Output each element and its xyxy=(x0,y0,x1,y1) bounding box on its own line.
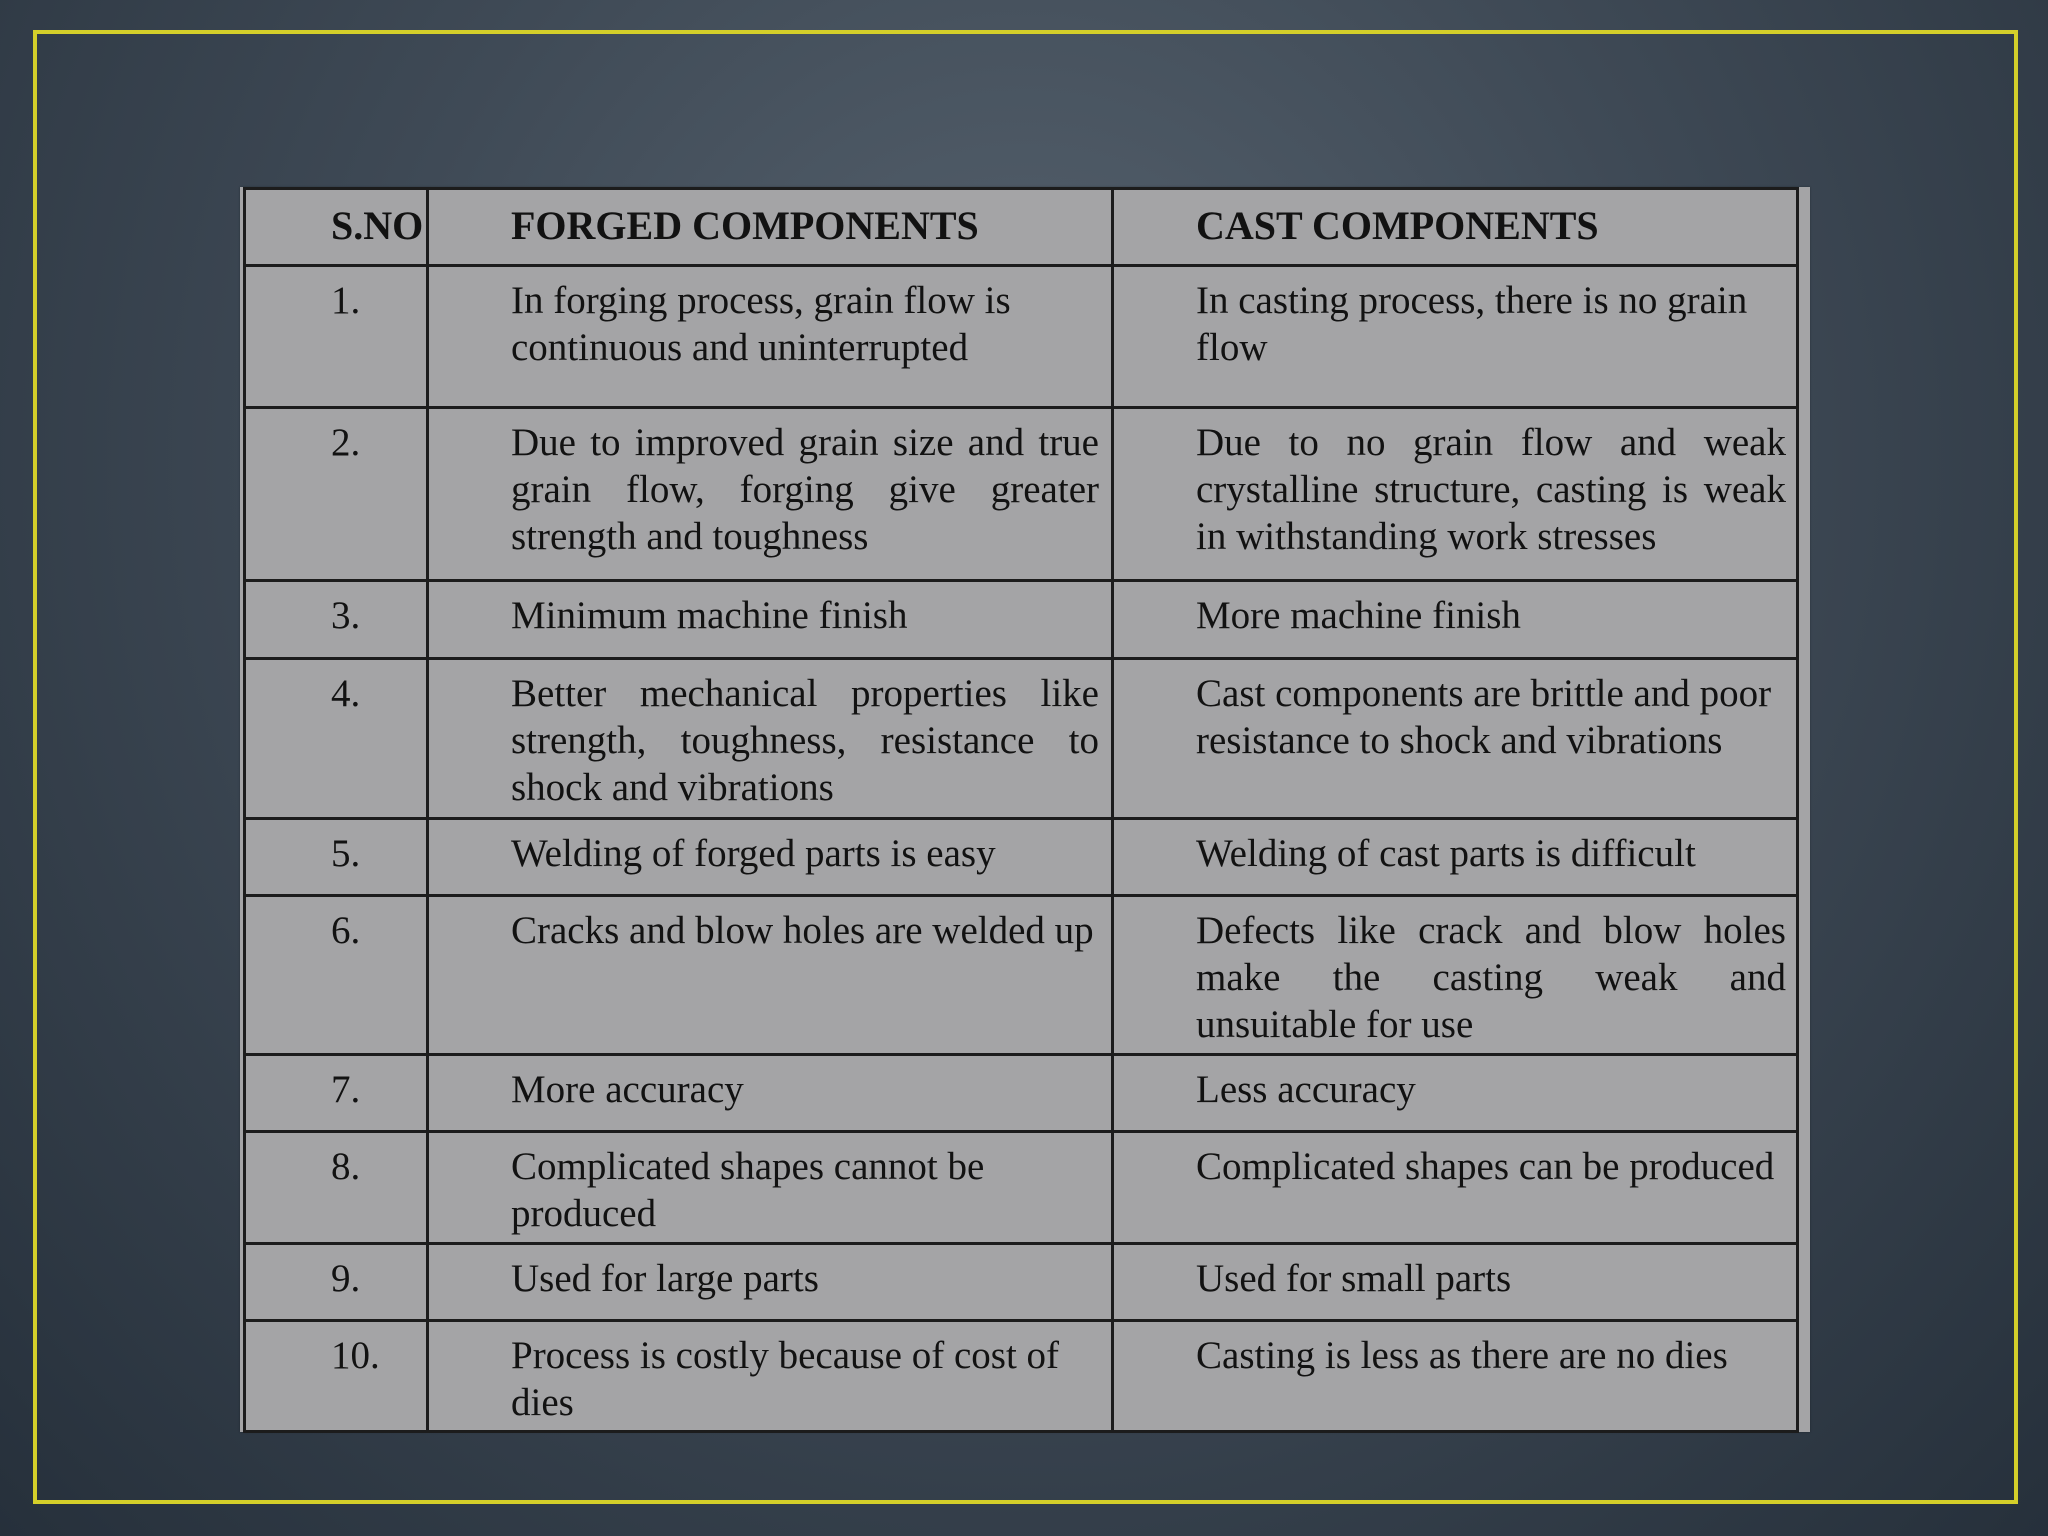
header-sno: S.NO xyxy=(245,189,428,266)
comparison-table xyxy=(243,187,1799,1433)
cast-cell: In casting process, there is no grain flow xyxy=(1113,266,1798,408)
table-row xyxy=(245,1055,1798,1132)
row-number: 9. xyxy=(245,1244,428,1321)
forged-cell: Better mechanical properties like strength, toughness, resistance to shock and vibrations xyxy=(428,659,1113,819)
cast-cell: More machine finish xyxy=(1113,581,1798,659)
forged-cell: Cracks and blow holes are welded up xyxy=(428,896,1113,1055)
row-number: 4. xyxy=(245,659,428,819)
row-number: 10. xyxy=(245,1321,428,1432)
cast-cell: Used for small parts xyxy=(1113,1244,1798,1321)
forged-cell: Welding of forged parts is easy xyxy=(428,819,1113,896)
cast-cell: Welding of cast parts is difficult xyxy=(1113,819,1798,896)
cast-cell: Less accuracy xyxy=(1113,1055,1798,1132)
table-row xyxy=(245,1321,1798,1432)
table-row xyxy=(245,266,1798,408)
forged-cell: In forging process, grain flow is continuous and uninterrupted xyxy=(428,266,1113,408)
cast-cell: Casting is less as there are no dies xyxy=(1113,1321,1798,1432)
table-row xyxy=(245,581,1798,659)
cast-cell: Cast components are brittle and poor resistance to shock and vibrations xyxy=(1113,659,1798,819)
row-number: 8. xyxy=(245,1132,428,1244)
row-number: 2. xyxy=(245,408,428,581)
cast-cell: Defects like crack and blow holes make the casting weak and unsuitable for use xyxy=(1113,896,1798,1055)
header-cast-components: CAST COMPONENTS xyxy=(1113,189,1798,266)
table-row xyxy=(245,896,1798,1055)
table-header-row xyxy=(245,189,1798,266)
row-number: 1. xyxy=(245,266,428,408)
row-number: 6. xyxy=(245,896,428,1055)
row-number: 3. xyxy=(245,581,428,659)
forged-cell: More accuracy xyxy=(428,1055,1113,1132)
table-row xyxy=(245,659,1798,819)
row-number: 7. xyxy=(245,1055,428,1132)
forged-cell: Minimum machine finish xyxy=(428,581,1113,659)
table-row xyxy=(245,1132,1798,1244)
row-number: 5. xyxy=(245,819,428,896)
forged-cell: Used for large parts xyxy=(428,1244,1113,1321)
header-forged-components: FORGED COMPONENTS xyxy=(428,189,1113,266)
forged-cell: Due to improved grain size and true grain flow, forging give greater strength and toughness xyxy=(428,408,1113,581)
cast-cell: Due to no grain flow and weak crystalline structure, casting is weak in withstanding work stresses xyxy=(1113,408,1798,581)
forged-cell: Complicated shapes cannot be produced xyxy=(428,1132,1113,1244)
table-row xyxy=(245,819,1798,896)
comparison-table-container xyxy=(240,187,1810,1432)
cast-cell: Complicated shapes can be produced xyxy=(1113,1132,1798,1244)
table-row xyxy=(245,1244,1798,1321)
forged-cell: Process is costly because of cost of dies xyxy=(428,1321,1113,1432)
table-row xyxy=(245,408,1798,581)
